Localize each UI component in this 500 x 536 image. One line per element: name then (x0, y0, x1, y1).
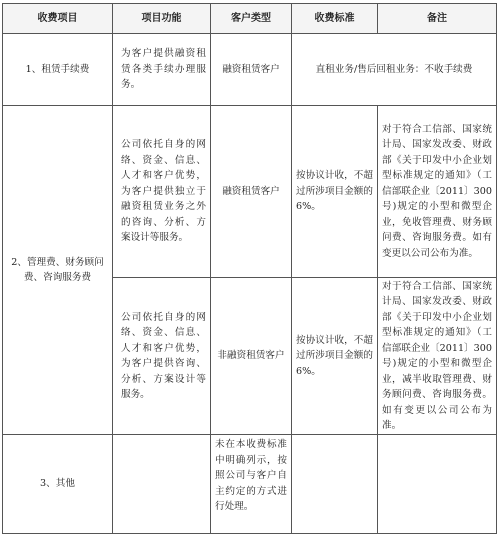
fee-standard-cell: 按协议计收，不超过所涉项目金额的6%。 (292, 106, 378, 278)
client-type-cell: 融资租赁客户 (211, 34, 292, 106)
table-row (3, 34, 497, 106)
header-fee-item: 收费项目 (3, 4, 113, 34)
standard-remark-cell: 直租业务/售后回租业务：不收手续费 (292, 34, 497, 106)
fee-standard-cell: 按协议计收，不超过所涉项目金额的6%。 (292, 278, 378, 435)
remark-cell (378, 435, 497, 534)
fee-item-cell: 2、管理费、财务顾问费、咨询服务费 (3, 106, 113, 435)
header-fee-standard: 收费标准 (292, 4, 378, 34)
fee-schedule-table (2, 3, 497, 534)
remark-cell: 对于符合工信部、国家统计局、国家发改委、财政部《关于印发中小企业划型标准规定的通知》（工信部联企业〔2011〕300号)规定的小型和微型企业，减半收取管理费、财务顾问费、咨询服务费。如有变更以公司公布为准。 (378, 278, 497, 435)
function-cell: 公司依托自身的网络、资金、信息、人才和客户优势，为客户提供咨询、分析、方案设计等服务。 (113, 278, 211, 435)
function-cell: 公司依托自身的网络、资金、信息、人才和客户优势，为客户提供独立于融资租赁业务之外的咨询、分析、方案设计等服务。 (113, 106, 211, 278)
fee-item-cell: 3、其他 (3, 435, 113, 534)
table-header-row (3, 4, 497, 34)
function-cell: 为客户提供融资租赁各类手续办理服务。 (113, 34, 211, 106)
table-row (3, 435, 497, 534)
header-remark: 备注 (378, 4, 497, 34)
fee-standard-cell (292, 435, 378, 534)
fee-item-cell: 1、租赁手续费 (3, 34, 113, 106)
client-type-cell: 未在本收费标准中明确列示，按照公司与客户自主约定的方式进行处理。 (211, 435, 292, 534)
header-client-type: 客户类型 (211, 4, 292, 34)
table-row (3, 106, 497, 278)
client-type-cell: 非融资租赁客户 (211, 278, 292, 435)
header-function: 项目功能 (113, 4, 211, 34)
remark-cell: 对于符合工信部、国家统计局、国家发改委、财政部《关于印发中小企业划型标准规定的通知》（工信部联企业〔2011〕300号)规定的小型和微型企业，免收管理费、财务顾问费、咨询服务费。如有变更以公司公布为准。 (378, 106, 497, 278)
client-type-cell: 融资租赁客户 (211, 106, 292, 278)
function-cell (113, 435, 211, 534)
